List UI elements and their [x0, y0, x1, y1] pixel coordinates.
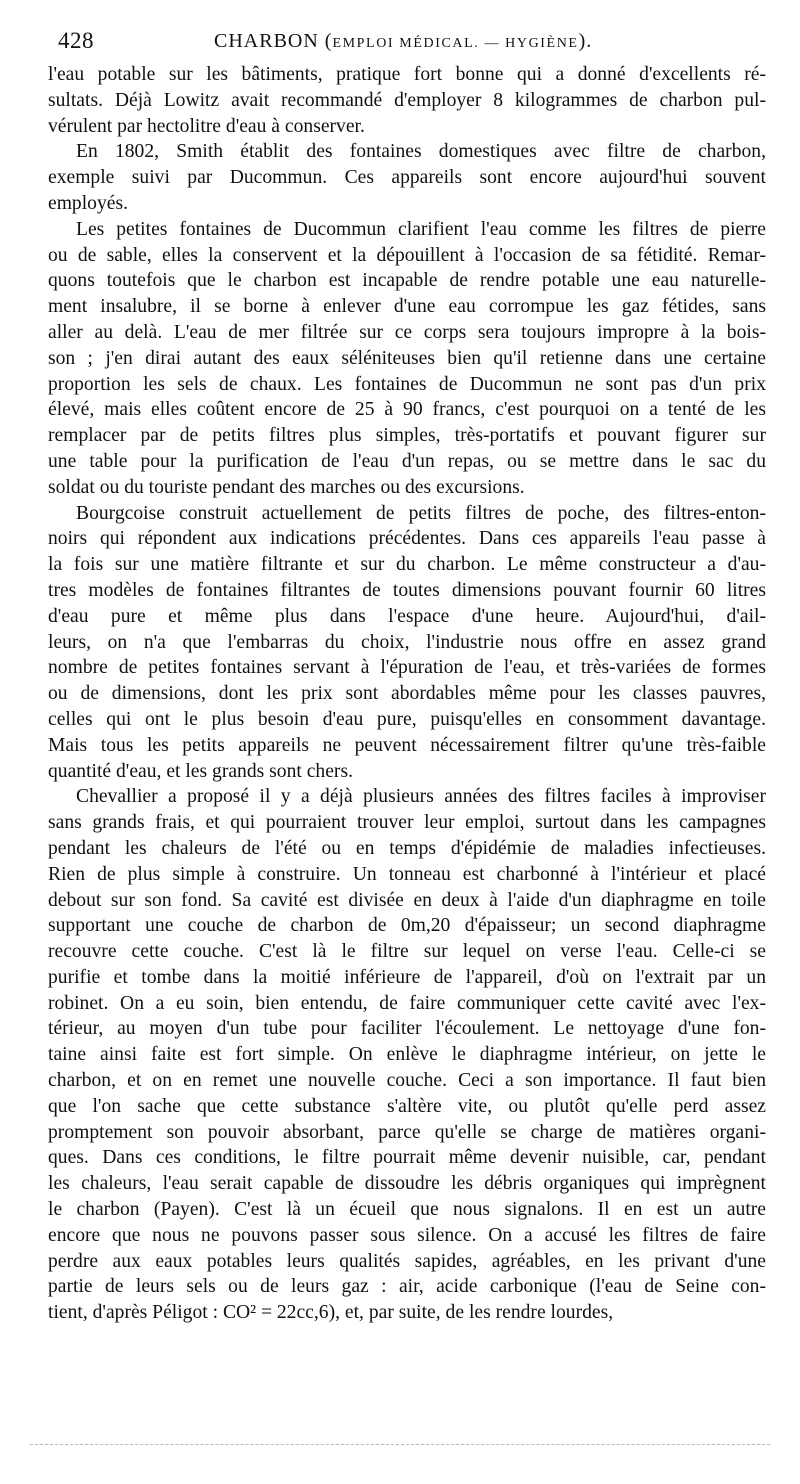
- text-line: la fois sur une matière filtrante et sur du charbon. Le même constructeur a d'au-: [48, 554, 766, 576]
- text-line: sans grands frais, et qui pourraient trouver leur emploi, surtout dans les campagnes: [48, 812, 766, 834]
- text-line: pendant les chaleurs de l'été ou en temps d'épidémie de maladies infectieuses.: [48, 837, 766, 859]
- text-line: Les petites fontaines de Ducommun clarifient l'eau comme les filtres de pierre: [76, 218, 766, 240]
- text-line: promptement son pouvoir absorbant, parce qu'elle se charge de matières organi-: [48, 1121, 766, 1143]
- text-line: taine ainsi faite est fort simple. On enlève le diaphragme intérieur, on jette le: [48, 1044, 766, 1066]
- text-line: noirs qui répondent aux indications précédentes. Dans ces appareils l'eau passe à: [48, 528, 766, 550]
- text-line: quons toutefois que le charbon est incapable de rendre potable une eau naturelle-: [48, 270, 766, 292]
- paragraph: [48, 139, 766, 216]
- text-line: supportant une couche de charbon de 0m,20 d'épaisseur; un second diaphragme: [48, 915, 766, 937]
- text-line: le charbon (Payen). C'est là un écueil que nous signalons. Il en est un autre: [48, 1199, 766, 1221]
- text-line: Bourgcoise construit actuellement de petits filtres de poche, des filtres-enton-: [76, 502, 766, 524]
- text-line: son ; j'en dirai autant des eaux séléniteuses bien qu'il retienne dans une certaine: [48, 347, 766, 369]
- text-line: une table pour la purification de l'eau d'un repas, ou se mettre dans le sac du: [48, 450, 766, 472]
- text-line: ou de dimensions, dont les prix sont abordables même pour les classes pauvres,: [48, 683, 766, 705]
- text-line: proportion les sels de chaux. Les fontaines de Ducommun ne sont pas d'un prix: [48, 373, 766, 395]
- text-line: que l'on sache que cette substance s'altère vite, ou plutôt qu'elle perd assez: [48, 1095, 766, 1117]
- text-line: En 1802, Smith établit des fontaines domestiques avec filtre de charbon,: [76, 141, 766, 163]
- text-line: élevé, mais elles coûtent encore de 25 à 90 francs, c'est pourquoi on a tenté de les: [48, 399, 766, 421]
- body-text: [48, 62, 766, 1326]
- text-line: employés.: [48, 192, 128, 214]
- text-line: Mais tous les petits appareils ne peuvent nécessairement filtrer qu'une très-faible: [48, 734, 766, 756]
- paragraph: [48, 62, 766, 139]
- running-header: [46, 26, 758, 60]
- text-line: exemple suivi par Ducommun. Ces appareils sont encore aujourd'hui souvent: [48, 167, 766, 189]
- text-line: d'eau pure et même plus dans l'espace d'une heure. Aujourd'hui, d'ail-: [48, 605, 766, 627]
- page-number: 428: [58, 28, 94, 53]
- text-line: debout sur son fond. Sa cavité est divisée en deux à l'aide d'un diaphragme en toile: [48, 889, 766, 911]
- footer-dotted-rule: [30, 1444, 770, 1445]
- text-line: Chevallier a proposé il y a déjà plusieurs années des filtres faciles à improviser: [76, 786, 766, 808]
- text-line: partie de leurs sels ou de leurs gaz : air, acide carbonique (l'eau de Seine con-: [48, 1276, 766, 1298]
- running-title-open: (: [318, 30, 333, 52]
- paragraph: [48, 217, 766, 501]
- running-title: [214, 30, 592, 53]
- text-line: tres modèles de fontaines filtrantes de toutes dimensions pouvant fournir 60 litres: [48, 579, 766, 601]
- text-line: Rien de plus simple à construire. Un tonneau est charbonné à l'intérieur et placé: [48, 863, 766, 885]
- running-title-subject: EMPLOI MÉDICAL. — HYGIÈNE: [332, 36, 579, 51]
- text-line: quantité d'eau, et les grands sont chers.: [48, 760, 353, 782]
- text-line: nombre de petites fontaines servant à l'épuration de l'eau, et très-variées de formes: [48, 657, 766, 679]
- text-line: recouvre cette couche. C'est là le filtre sur lequel on verse l'eau. Celle-ci se: [48, 941, 766, 963]
- text-line: charbon, et on en remet une nouvelle couche. Ceci a son importance. Il faut bien: [48, 1070, 766, 1092]
- text-line: tient, d'après Péligot : CO² = 22cc,6), et, par suite, de les rendre lourdes,: [48, 1302, 614, 1324]
- text-line: l'eau potable sur les bâtiments, pratique fort bonne qui a donné d'excellents ré-: [48, 64, 766, 85]
- text-line: ques. Dans ces conditions, le filtre pourrait même devenir nuisible, car, pendant: [48, 1147, 766, 1169]
- text-line: térieur, au moyen d'un tube pour faciliter l'écoulement. Le nettoyage d'une fon-: [48, 1018, 766, 1040]
- text-line: soldat ou du touriste pendant des marches ou des excursions.: [48, 476, 525, 498]
- text-line: ou de sable, elles la conservent et la dépouillent à l'occasion de sa fétidité. Remar-: [48, 244, 766, 266]
- text-line: remplacer par de petits filtres plus simples, très-portatifs et pouvant figurer sur: [48, 425, 766, 447]
- text-line: celles qui ont le plus besoin d'eau pure, puisqu'elles en consomment davantage.: [48, 708, 766, 730]
- paragraph: [48, 501, 766, 785]
- text-line: ment insalubre, il se borne à enlever d'une eau corrompue les gaz fétides, sans: [48, 296, 766, 318]
- running-title-main: CHARBON: [214, 30, 319, 52]
- text-line: vérulent par hectolitre d'eau à conserver.: [48, 115, 365, 137]
- text-line: robinet. On a eu soin, bien entendu, de faire communiquer cette cavité avec l'ex-: [48, 992, 766, 1014]
- running-title-close: ).: [578, 30, 593, 52]
- text-line: purifie et tombe dans la moitié inférieure de l'appareil, d'où on l'extrait par un: [48, 966, 766, 988]
- text-line: aller au delà. L'eau de mer filtrée sur ce corps sera toujours impropre à la bois-: [48, 321, 766, 343]
- text-line: leurs, on n'a que l'embarras du choix, l'industrie nous offre en assez grand: [48, 631, 766, 653]
- text-line: perdre aux eaux potables leurs qualités sapides, agréables, en les privant d'une: [48, 1250, 766, 1272]
- text-line: les chaleurs, l'eau serait capable de dissoudre les débris organiques qui imprègnent: [48, 1173, 766, 1195]
- paragraph: [48, 784, 766, 1326]
- text-line: encore que nous ne pouvons passer sous silence. On a accusé les filtres de faire: [48, 1224, 766, 1246]
- text-line: sultats. Déjà Lowitz avait recommandé d'employer 8 kilogrammes de charbon pul-: [48, 89, 766, 111]
